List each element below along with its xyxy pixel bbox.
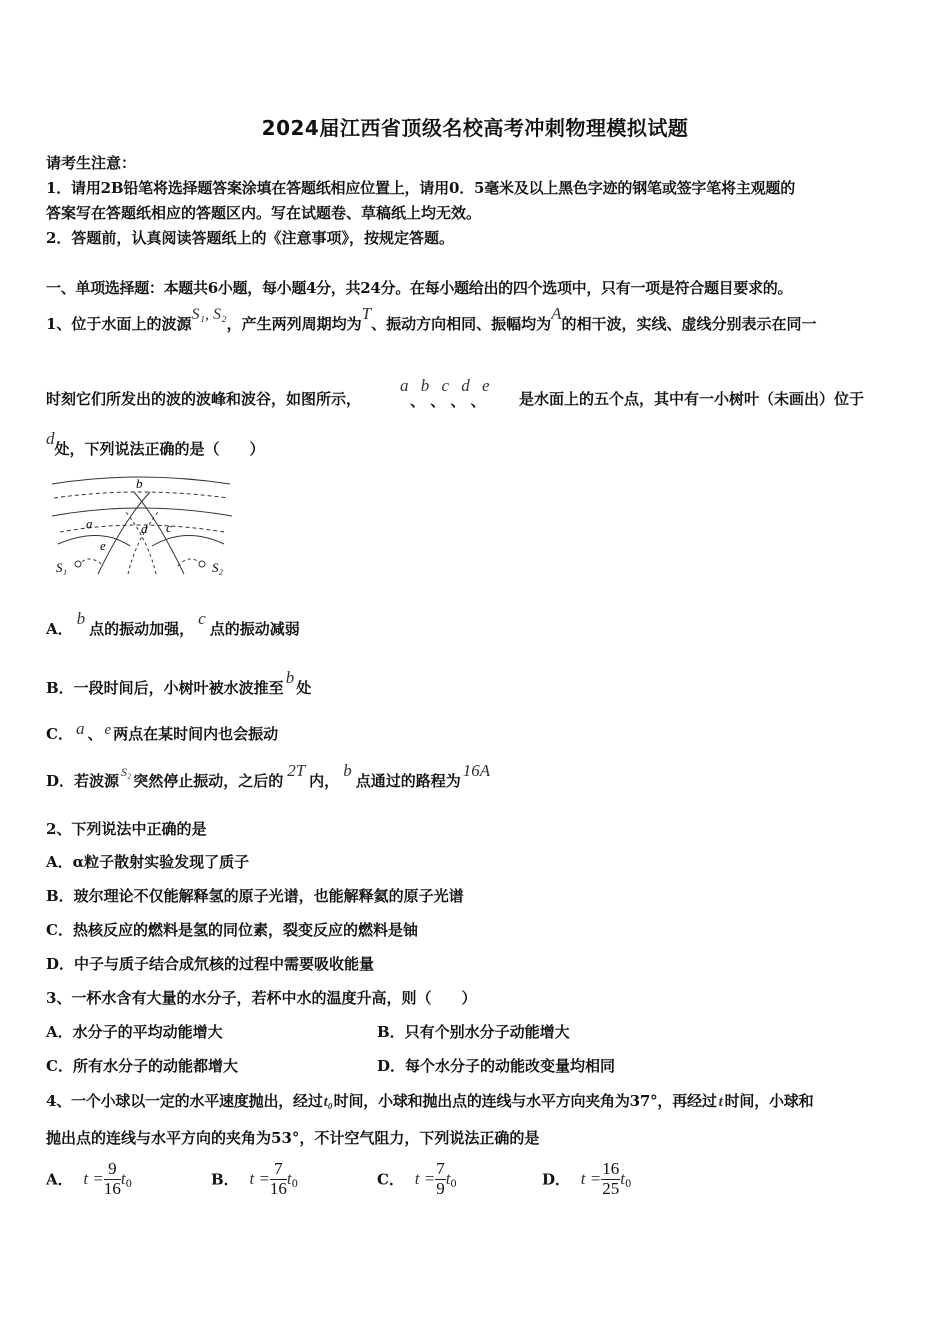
q4-line-1 bbox=[46, 1090, 813, 1111]
q4-option-b bbox=[211, 1160, 298, 1198]
formula-rhs: t bbox=[445, 1169, 451, 1189]
q1-option-c bbox=[46, 719, 279, 744]
q1-line-1 bbox=[46, 304, 817, 334]
fraction-denominator: 16 bbox=[269, 1178, 287, 1198]
q2-option-d: D．中子与质子结合成氘核的过程中需要吸收能量 bbox=[46, 955, 375, 973]
fraction-numerator: 9 bbox=[104, 1160, 121, 1180]
option-var: a bbox=[75, 719, 85, 738]
section-heading: 一、单项选择题：本题共6小题，每小题4分，共24分。在每小题给出的四个选项中，只有一项是符合题目要求的。 bbox=[46, 279, 793, 297]
option-label: C． bbox=[377, 1170, 404, 1189]
fraction-denominator: 9 bbox=[436, 1178, 445, 1198]
q1-line-2b: 是水面上的五个点，其中有一小树叶（未画出）位于 bbox=[519, 390, 865, 408]
notice-line-2: 答案写在答题纸相应的答题区内。写在试题卷、草稿纸上均无效。 bbox=[46, 204, 482, 222]
q3-option-c: C．所有水分子的动能都增大 bbox=[46, 1057, 238, 1075]
option-text: 内， bbox=[309, 772, 340, 790]
formula-lhs: t = bbox=[83, 1169, 104, 1189]
q1-option-b bbox=[46, 668, 312, 698]
fraction-numerator: 16 bbox=[602, 1159, 620, 1178]
fig-label-b: b bbox=[136, 476, 143, 491]
option-text: 突然停止振动，之后的 bbox=[133, 772, 284, 790]
option-label: A． bbox=[46, 1170, 73, 1189]
option-var: e bbox=[104, 722, 112, 738]
fig-label-e: e bbox=[100, 538, 106, 553]
option-var: b bbox=[343, 761, 352, 780]
formula-subscript: 0 bbox=[125, 1179, 132, 1191]
q1-point-separators: 、 、 、 、 bbox=[410, 392, 486, 410]
source-s2-dot bbox=[199, 561, 205, 567]
q1-text: 的相干波，实线、虚线分别表示在同一 bbox=[561, 315, 817, 333]
q3-option-b: B．只有个别水分子动能增大 bbox=[377, 1023, 570, 1041]
q2-option-c: C．热核反应的燃料是氢的同位素，裂变反应的燃料是铀 bbox=[46, 921, 418, 939]
q4-option-c bbox=[377, 1160, 457, 1198]
q2-option-b: B．玻尔理论不仅能解释氢的原子光谱，也能解释氦的原子光谱 bbox=[46, 887, 464, 905]
notice-heading: 请考生注意： bbox=[46, 154, 137, 172]
option-text: 两点在某时间内也会振动 bbox=[113, 725, 279, 743]
fraction bbox=[601, 1160, 620, 1198]
q1-text: ，产生两列周期均为 bbox=[226, 315, 362, 333]
q3-stem: 3、一杯水含有大量的水分子，若杯中水的温度升高，则（ ） bbox=[46, 989, 477, 1007]
fig-label-a: a bbox=[86, 516, 93, 531]
q4-var-t: t bbox=[718, 1094, 723, 1110]
option-text: 点的振动减弱 bbox=[209, 620, 300, 638]
q1-text: 处，下列说法正确的是（ ） bbox=[54, 440, 265, 458]
option-var: b bbox=[76, 609, 86, 628]
option-var: b bbox=[285, 668, 295, 687]
q2-option-a: A．α粒子散射实验发现了质子 bbox=[46, 853, 250, 871]
fraction-denominator: 16 bbox=[103, 1178, 121, 1198]
formula-subscript: 0 bbox=[291, 1179, 299, 1191]
formula-rhs: t bbox=[620, 1169, 625, 1189]
fraction bbox=[435, 1160, 446, 1198]
q1-amplitude: A bbox=[551, 304, 562, 323]
wavefront-line bbox=[52, 508, 232, 516]
formula-subscript: 0 bbox=[450, 1179, 457, 1191]
fig-label-c: c bbox=[166, 520, 172, 535]
formula-lhs: t = bbox=[580, 1169, 602, 1189]
q4-var-t0: t₀ bbox=[323, 1094, 333, 1110]
option-var: 2T bbox=[287, 761, 306, 780]
q1-period: T bbox=[361, 304, 372, 323]
q4-text: 时间，小球和抛出点的连线与水平方向夹角为37°，再经过 bbox=[333, 1092, 717, 1110]
q1-points: a b c d e bbox=[400, 376, 490, 395]
fraction bbox=[104, 1160, 121, 1198]
q1-line-3 bbox=[46, 429, 265, 459]
option-text: 点的振动加强， bbox=[89, 620, 195, 638]
q2-stem: 2、下列说法中正确的是 bbox=[46, 820, 207, 838]
notice-line-3: 2．答题前，认真阅读答题纸上的《注意事项》，按规定答题。 bbox=[46, 229, 454, 247]
option-var: S₂ bbox=[121, 765, 132, 779]
page-title: 2024届江西省顶级名校高考冲刺物理模拟试题 bbox=[261, 116, 689, 140]
formula-lhs: t = bbox=[414, 1169, 436, 1189]
fraction-numerator: 7 bbox=[270, 1160, 287, 1180]
option-text: D．若波源 bbox=[46, 772, 120, 790]
option-var: c bbox=[198, 609, 206, 628]
fig-label-s1: S₁ bbox=[56, 560, 68, 575]
option-label: A． bbox=[46, 620, 73, 638]
q1-option-a bbox=[46, 609, 300, 639]
q4-option-a bbox=[46, 1160, 132, 1198]
option-var: 16A bbox=[462, 761, 491, 780]
option-text: B．一段时间后，小树叶被水波推至 bbox=[46, 679, 284, 697]
fraction bbox=[270, 1160, 287, 1198]
wave-interference-figure bbox=[48, 470, 238, 582]
q4-line-2: 抛出点的连线与水平方向的夹角为53°，不计空气阻力，下列说法正确的是 bbox=[46, 1129, 540, 1147]
q1-option-d bbox=[46, 761, 492, 791]
option-text: 、 bbox=[87, 725, 103, 743]
option-label: C． bbox=[46, 725, 73, 743]
option-label: B． bbox=[211, 1170, 239, 1189]
source-s1-dot bbox=[75, 561, 81, 567]
fig-label-s2: S₂ bbox=[212, 560, 224, 575]
q1-text: 1、位于水面上的波源 bbox=[46, 315, 192, 333]
q4-option-d bbox=[542, 1160, 631, 1198]
q1-line-2 bbox=[46, 388, 361, 409]
wavefront-line bbox=[78, 559, 104, 566]
formula-lhs: t = bbox=[249, 1169, 270, 1189]
q1-text: 时刻它们所发出的波的波峰和波谷，如图所示， bbox=[46, 390, 362, 408]
option-text: 处 bbox=[296, 679, 312, 697]
wavefront-line bbox=[152, 535, 224, 546]
q1-text: 、振动方向相同、振幅均为 bbox=[371, 315, 552, 333]
q3-option-a: A．水分子的平均动能增大 bbox=[46, 1023, 223, 1041]
wavefront-line bbox=[54, 492, 228, 498]
q1-point-d: d bbox=[46, 429, 55, 448]
q3-option-d: D．每个水分子的动能改变量均相同 bbox=[377, 1057, 616, 1075]
fraction-denominator: 25 bbox=[602, 1178, 620, 1198]
fraction-numerator: 7 bbox=[436, 1159, 445, 1178]
formula-rhs: t bbox=[120, 1169, 126, 1189]
formula-subscript: 0 bbox=[624, 1179, 632, 1191]
wavefront-line bbox=[58, 535, 130, 546]
q1-sources: S₁, S₂ bbox=[191, 306, 227, 323]
notice-line-1: 1．请用2B铅笔将选择题答案涂填在答题纸相应位置上，请用0．5毫米及以上黑色字迹的钢笔或签字笔将主观题的 bbox=[46, 179, 796, 197]
q4-text: 4、一个小球以一定的水平速度抛出，经过 bbox=[46, 1092, 323, 1110]
option-label: D． bbox=[542, 1170, 571, 1189]
fig-label-d: d bbox=[141, 521, 148, 536]
q4-text: 时间，小球和 bbox=[724, 1092, 814, 1110]
option-text: 点通过的路程为 bbox=[355, 772, 461, 790]
formula-rhs: t bbox=[286, 1169, 292, 1189]
